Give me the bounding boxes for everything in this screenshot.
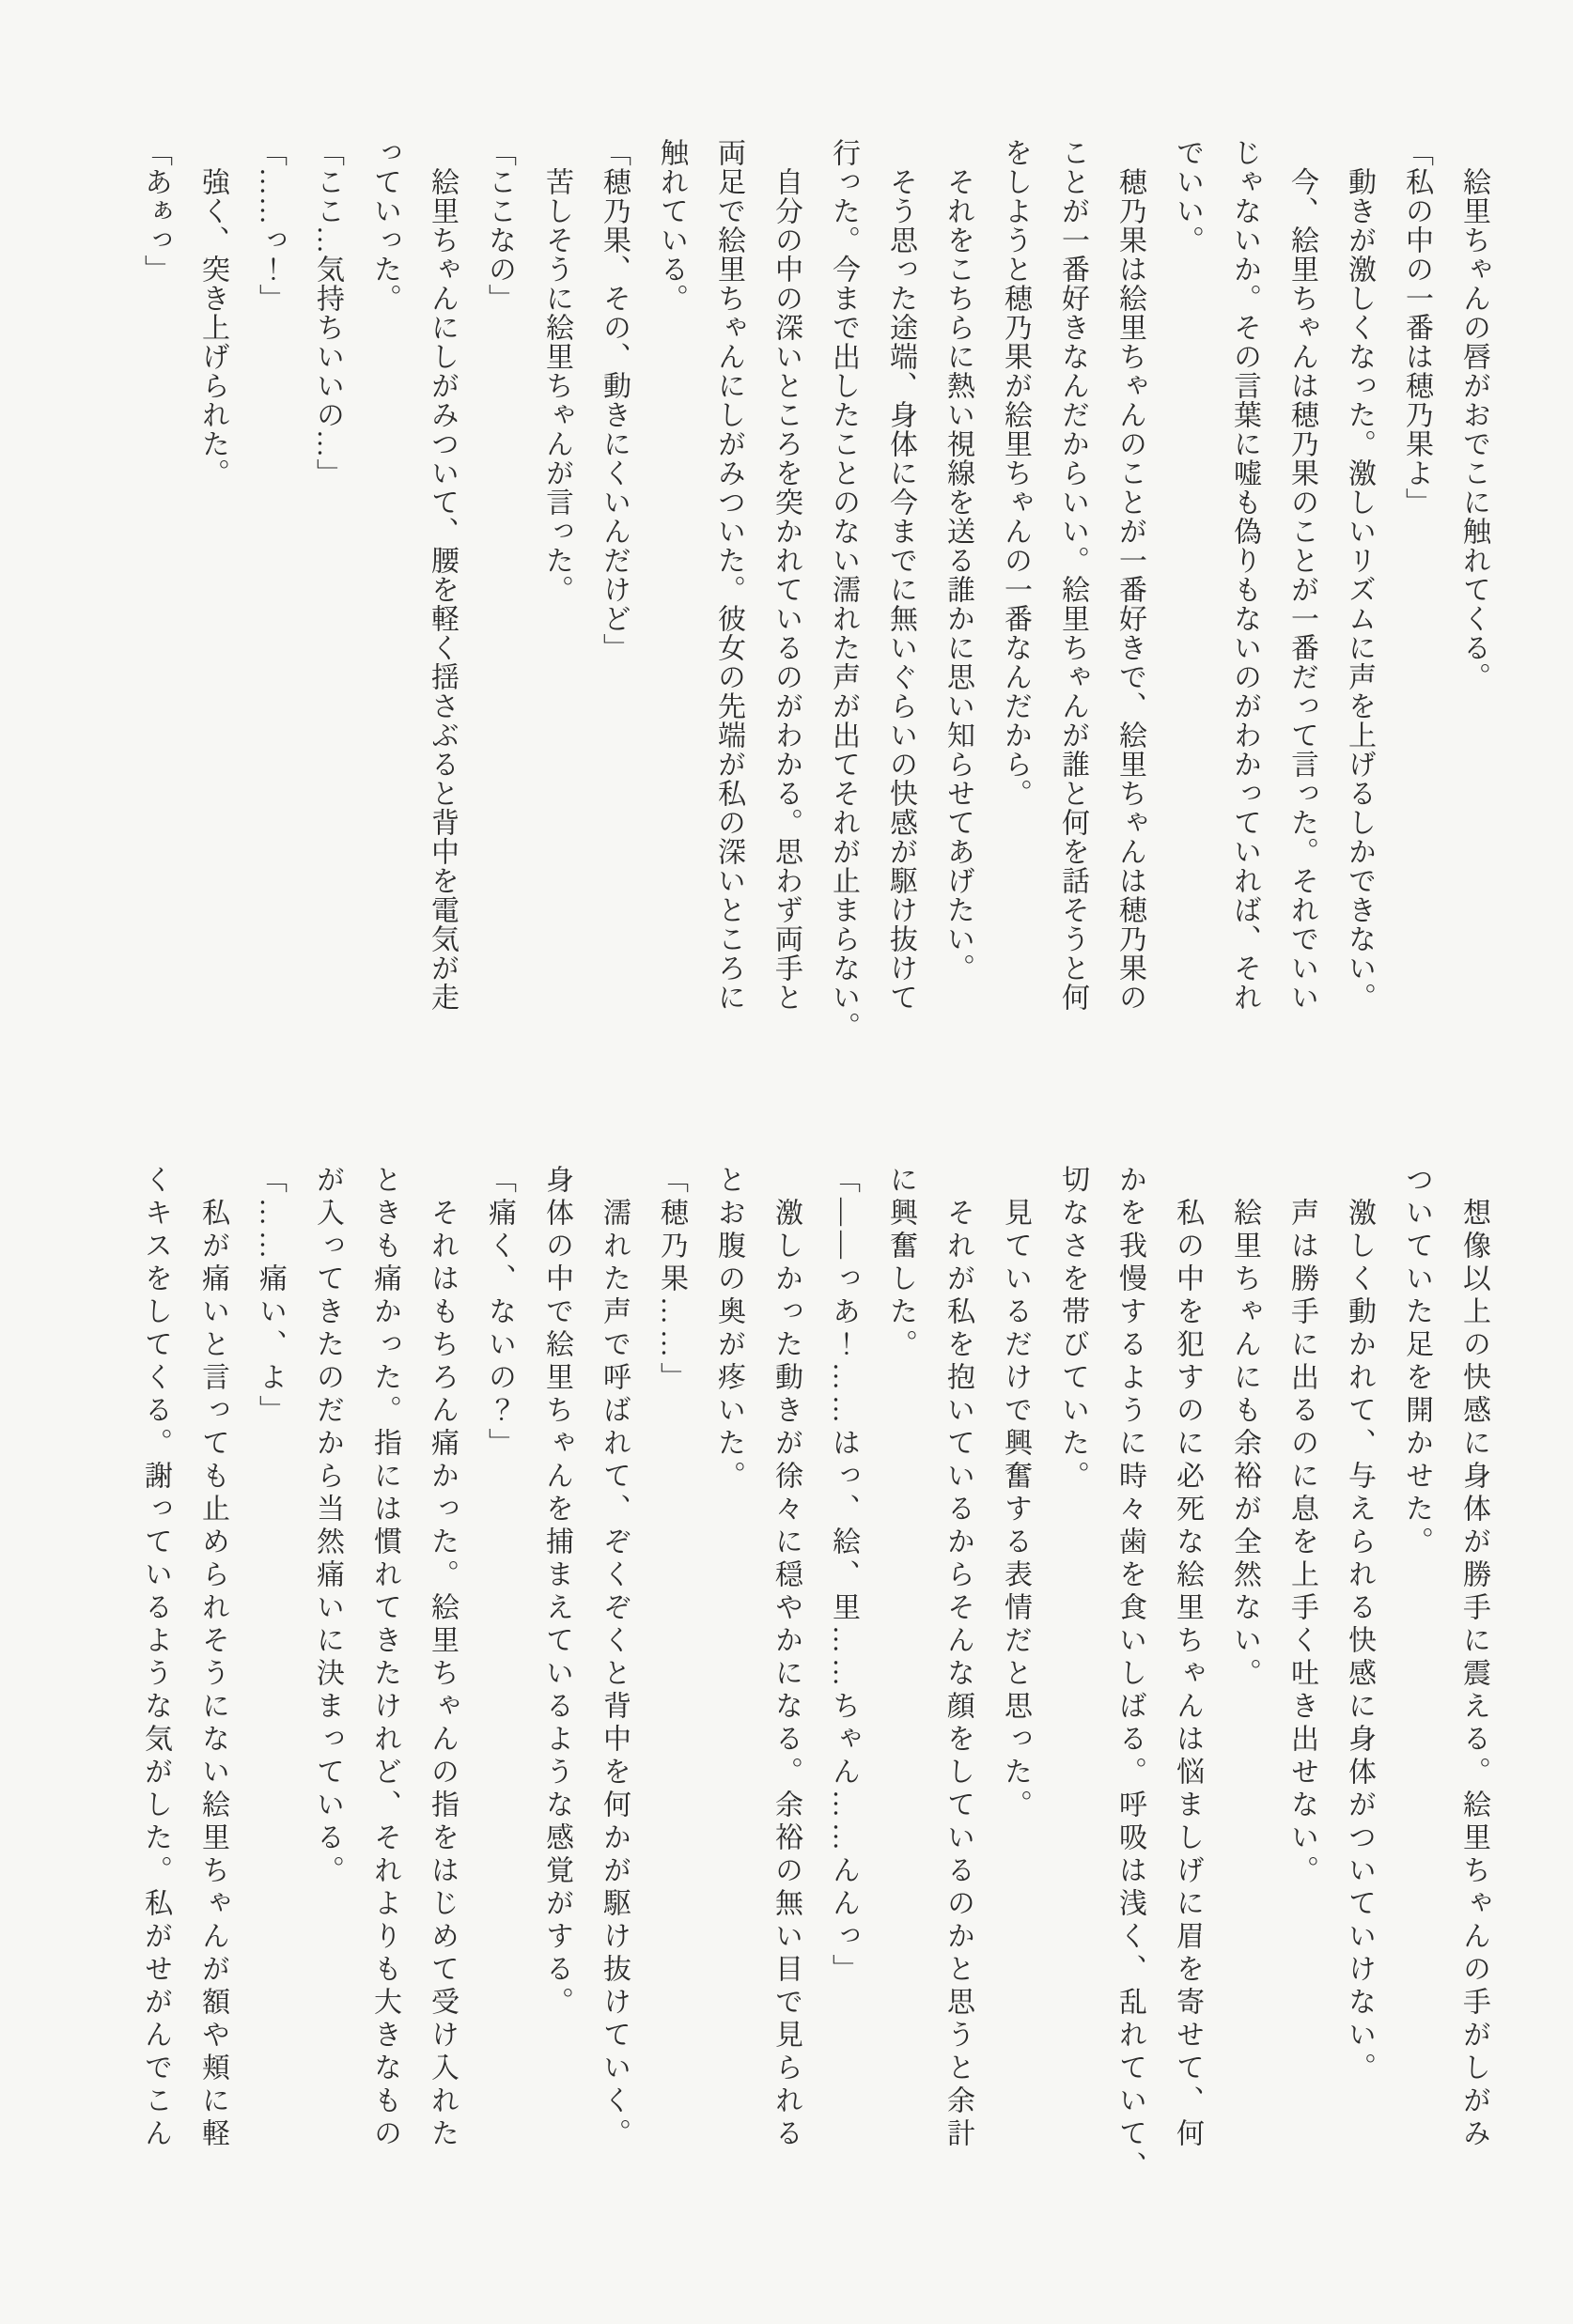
text-line: 「私の中の一番は穂乃果よ」 [1401,138,1432,517]
text-line: 激しく動かれて、与えられる快感に身体がついていけない。 [1344,1165,1375,2085]
text-line: でいい。 [1172,138,1203,255]
text-line: 「ここ…気持ちいいの…」 [312,138,343,488]
text-line: 絵里ちゃんにしがみついて、腰を軽く揺さぶると背中を電気が走 [427,138,458,1012]
text-line: 想像以上の快感に身体が勝手に震える。絵里ちゃんの手がしがみ [1458,1165,1489,2151]
text-line: に興奮した。 [885,1165,916,1362]
text-line: 自分の中の深いところを突かれているのがわかる。思わず両手と [771,138,802,1012]
text-line: それが私を抱いているからそんな顔をしているのかと思うと余計 [942,1165,973,2151]
text-line: ついていた足を開かせた。 [1401,1165,1432,1559]
text-line: 「……っ！」 [255,138,286,313]
text-line: 声は勝手に出るのに息を上手く吐き出せない。 [1286,1165,1317,1888]
text-line: をしようと穂乃果が絵里ちゃんの一番なんだから。 [1000,138,1031,808]
text-line: ことが一番好きなんだからいい。絵里ちゃんが誰と何を話そうと何 [1057,138,1088,1012]
text-line: 私が痛いと言っても止められそうにない絵里ちゃんが額や頬に軽 [197,1165,228,2151]
text-line: 穂乃果は絵里ちゃんのことが一番好きで、絵里ちゃんは穂乃果の [1114,138,1145,1012]
text-line: 今、絵里ちゃんは穂乃果のことが一番だって言った。それでいい [1286,138,1317,1012]
text-block-bottom [127,1165,1503,2184]
text-line: 苦しそうに絵里ちゃんが言った。 [541,138,572,604]
text-line: 動きが激しくなった。激しいリズムに声を上げるしかできない。 [1344,138,1375,1012]
text-line: 「痛く、ないの？」 [484,1165,515,1461]
text-line: 濡れた声で呼ばれて、ぞくぞくと背中を何かが駆け抜けていく。 [599,1165,630,2151]
text-line: 「穂乃果……」 [656,1165,687,1395]
text-line: が入ってきたのだから当然痛いに決まっている。 [312,1165,343,1888]
text-block-top [127,138,1503,1041]
text-line: 触れている。 [656,138,687,313]
text-line: 両足で絵里ちゃんにしがみついた。彼女の先端が私の深いところに [713,138,744,1012]
text-line: 「あぁっ」 [140,138,171,284]
text-line: くキスをしてくる。謝っているような気がした。私がせがんでこん [140,1165,171,2151]
text-line: それをこちらに熱い視線を送る誰かに思い知らせてあげたい。 [942,138,973,983]
text-line: じゃないか。その言葉に嘘も偽りもないのがわかっていれば、それ [1229,138,1260,1012]
text-line: 私の中を犯すのに必死な絵里ちゃんは悩ましげに眉を寄せて、何 [1172,1165,1203,2151]
text-line: 身体の中で絵里ちゃんを捕まえているような感覚がする。 [541,1165,572,2020]
text-line: 「……痛い、よ」 [255,1165,286,1428]
text-line: かを我慢するように時々歯を食いしばる。呼吸は浅く、乱れていて、 [1114,1165,1145,2184]
text-line: 行った。今まで出したことのない濡れた声が出てそれが止まらない。 [828,138,859,1041]
text-line: そう思った途端、身体に今までに無いぐらいの快感が駆け抜けて [885,138,916,1012]
text-line: っていった。 [369,138,400,313]
text-line: それはもちろん痛かった。絵里ちゃんの指をはじめて受け入れた [427,1165,458,2151]
text-line: 絵里ちゃんの唇がおでこに触れてくる。 [1458,138,1489,691]
text-line: 「――っあ！……はっ、絵、里……ちゃん……んんっ」 [828,1165,859,1987]
text-line: 強く、突き上げられた。 [197,138,228,488]
text-line: 「穂乃果、その、動きにくいんだけど」 [599,138,630,662]
text-line: とお腹の奥が疼いた。 [713,1165,744,1494]
text-line: 切なさを帯びていた。 [1057,1165,1088,1494]
text-line: 絵里ちゃんにも余裕が全然ない。 [1229,1165,1260,1691]
text-line: 「ここなの」 [484,138,515,313]
text-line: 見ているだけで興奮する表情だと思った。 [1000,1165,1031,1822]
text-line: 激しかった動きが徐々に穏やかになる。余裕の無い目で見られる [771,1165,802,2151]
text-line: ときも痛かった。指には慣れてきたけれど、それよりも大きなもの [369,1165,400,2151]
